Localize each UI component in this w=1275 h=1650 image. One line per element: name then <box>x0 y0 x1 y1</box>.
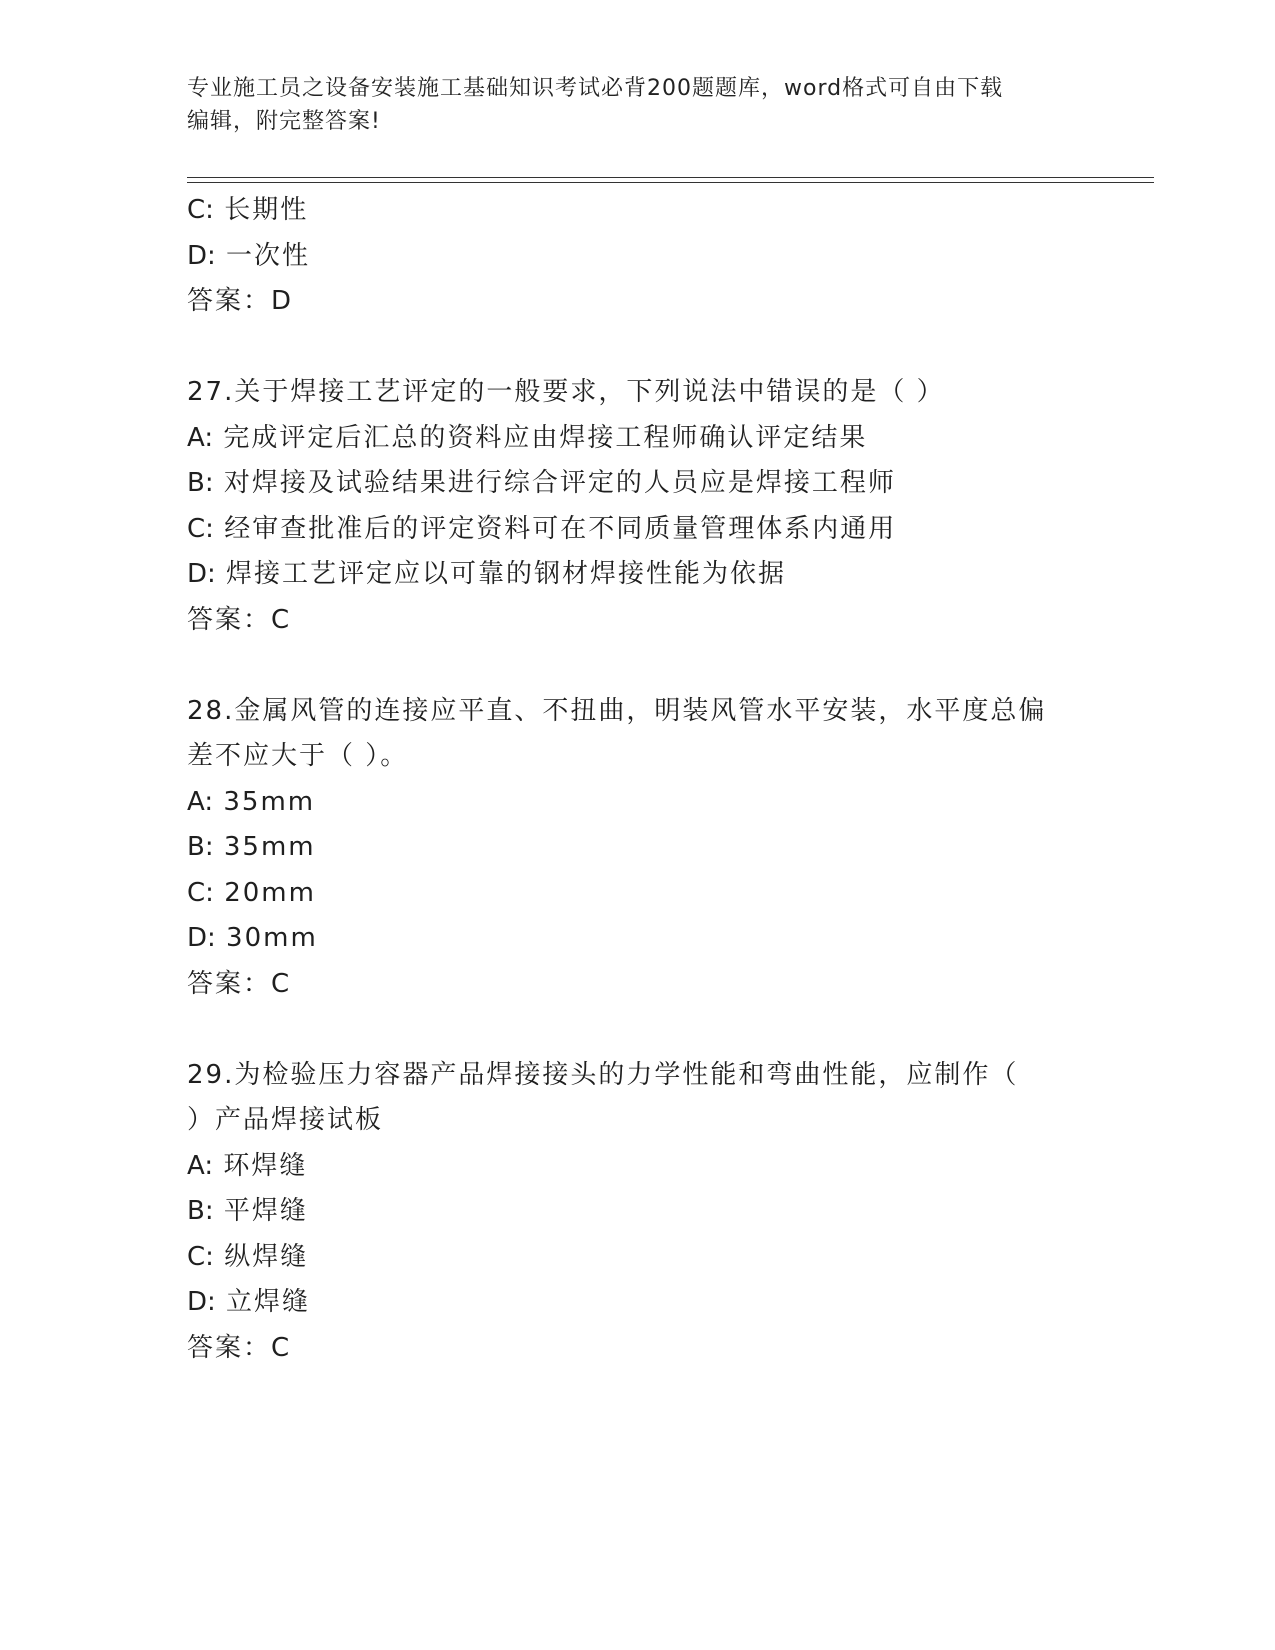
option-text: 长期性 <box>224 195 309 225</box>
option-text: 平焊缝 <box>223 1196 308 1226</box>
question-stem-line-2: ）产品焊接试板 <box>187 1105 384 1135</box>
spacer <box>187 1007 1087 1053</box>
answer-line: 答案：C <box>187 968 292 999</box>
option-key: D: <box>187 240 216 271</box>
option-key: D: <box>187 559 216 589</box>
option-key: C: <box>187 877 214 908</box>
question-29 <box>187 1053 1087 1372</box>
option-key: B: <box>187 1196 214 1226</box>
option-text: 经审查批准后的评定资料可在不同质量管理体系内通用 <box>224 513 897 544</box>
option-c <box>187 1235 1087 1281</box>
option-d <box>187 552 1087 598</box>
option-key: B: <box>187 468 214 498</box>
option-key: C: <box>187 1241 214 1272</box>
spacer <box>187 325 1087 371</box>
question-stem: 27.关于焊接工艺评定的一般要求，下列说法中错误的是（ ） <box>187 377 945 407</box>
header-line-1: 专业施工员之设备安装施工基础知识考试必背200题题库，word格式可自由下载 <box>187 76 1004 101</box>
header-divider-bottom <box>187 182 1154 183</box>
option-text: 30mm <box>226 923 318 953</box>
header-divider-top <box>187 177 1154 178</box>
header-line-2: 编辑，附完整答案! <box>187 109 381 134</box>
option-key: A: <box>187 1150 214 1181</box>
question-stem-line-1: 29.为检验压力容器产品焊接接头的力学性能和弯曲性能，应制作（ <box>187 1059 1019 1090</box>
answer-line: 答案：C <box>187 1332 292 1363</box>
question-list <box>187 188 1087 1371</box>
option-key: C: <box>187 195 214 225</box>
option-text: 焊接工艺评定应以可靠的钢材焊接性能为依据 <box>226 559 787 589</box>
option-text: 一次性 <box>226 240 311 271</box>
option-text: 纵焊缝 <box>224 1241 309 1272</box>
option-a <box>187 1144 1087 1190</box>
option-text: 35mm <box>223 832 316 862</box>
option-a <box>187 416 1087 462</box>
option-c <box>187 188 1087 234</box>
option-c <box>187 507 1087 553</box>
option-text: 对焊接及试验结果进行综合评定的人员应是焊接工程师 <box>223 468 896 498</box>
question-26-tail <box>187 188 1087 325</box>
option-text: 20mm <box>224 877 316 908</box>
option-key: D: <box>187 923 216 953</box>
option-text: 环焊缝 <box>223 1150 308 1181</box>
option-b <box>187 1189 1087 1235</box>
option-b <box>187 461 1087 507</box>
question-stem-line-2: 差不应大于（ ）。 <box>187 741 409 771</box>
document-header <box>187 72 1087 138</box>
option-d <box>187 1280 1087 1326</box>
spacer <box>187 643 1087 689</box>
option-d <box>187 916 1087 962</box>
answer-line: 答案：D <box>187 286 294 316</box>
option-text: 完成评定后汇总的资料应由焊接工程师确认评定结果 <box>223 422 868 453</box>
answer-line: 答案：C <box>187 604 292 635</box>
option-key: A: <box>187 786 214 817</box>
option-b <box>187 825 1087 871</box>
option-key: D: <box>187 1287 216 1317</box>
option-d <box>187 234 1087 280</box>
option-a <box>187 780 1087 826</box>
option-key: B: <box>187 832 214 862</box>
option-text: 35mm <box>223 786 316 817</box>
question-27 <box>187 370 1087 643</box>
option-key: A: <box>187 422 214 453</box>
question-stem-line-1: 28.金属风管的连接应平直、不扭曲，明装风管水平安装，水平度总偏 <box>187 695 1047 726</box>
option-text: 立焊缝 <box>226 1287 311 1317</box>
option-key: C: <box>187 513 214 544</box>
option-c <box>187 871 1087 917</box>
question-28 <box>187 689 1087 1008</box>
